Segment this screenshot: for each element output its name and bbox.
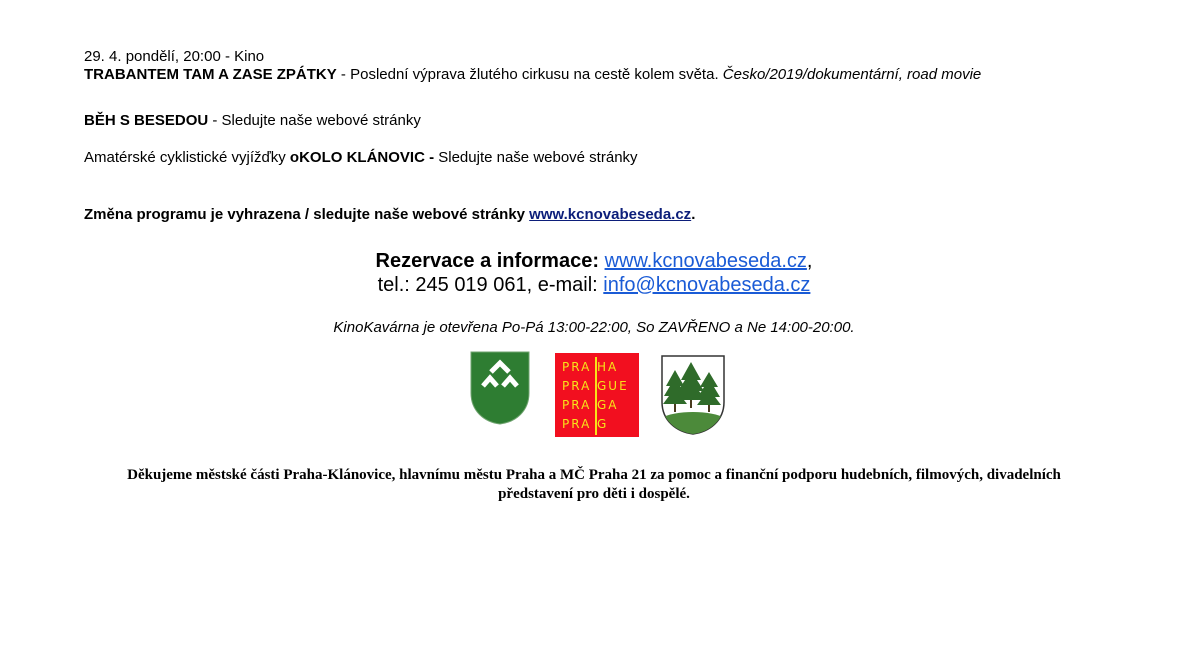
event-meta: Česko/2019/dokumentární, road movie [722,66,982,83]
cafe-hours: KinoKavárna je otevřena Po-Pá 13:00-22:00, So ZAVŘENO a Ne 14:00-20:00. [333,319,855,336]
contact-phone: tel.: 245 019 061, e-mail: [377,274,604,296]
cycling-prefix: Amatérské cyklistické vyjížďky [84,149,290,166]
praha-logo-left: PRA [562,360,592,374]
run-title: BĚH S BESEDOU [84,112,209,129]
praha-logo-right: G [597,417,609,431]
klanovice-shield-logo [470,351,530,425]
thanks-line-2: představení pro děti i dospělé. [498,486,690,502]
event-title: TRABANTEM TAM A ZASE ZPÁTKY [84,66,337,83]
cycling-line [84,149,638,167]
event-date-line: 29. 4. pondělí, 20:00 - Kino [84,48,265,65]
cycling-text: Sledujte naše webové stránky [434,149,638,166]
program-notice [84,206,695,224]
run-text: - Sledujte naše webové stránky [208,112,421,129]
praha-logo-left: PRA [562,398,592,412]
praha-logo [555,353,639,437]
reservation-website-link[interactable]: www.kcnovabeseda.cz [604,250,807,272]
notice-website-link[interactable]: www.kcnovabeseda.cz [529,206,692,223]
praha-logo-left: PRA [562,379,592,393]
praha-logo-right: GA [597,398,619,412]
reservation-line [0,249,1188,273]
notice-end: . [691,206,696,223]
praha-logo-right: GUE [597,379,629,393]
praha-logo-divider [595,357,597,435]
reservation-comma: , [806,250,813,272]
thanks-line-1: Děkujeme městské části Praha-Klánovice, hlavnímu městu Praha a MČ Praha 21 za pomoc a finanční podporu hudebních, filmových, divadelních [127,467,1061,483]
praha-logo-right: HA [597,360,619,374]
run-line [84,112,421,130]
notice-text: Změna programu je vyhrazena / sledujte naše webové stránky [84,206,530,223]
cycling-title: oKOLO KLÁNOVIC - [289,149,435,166]
praha-logo-left: PRA [562,417,592,431]
event-line [84,66,981,84]
praha21-shield-logo [660,354,726,436]
event-description: - Poslední výprava žlutého cirkusu na cestě kolem světa. [336,66,723,83]
contact-line [0,273,1188,297]
reservation-label: Rezervace a informace: [375,250,605,272]
email-link[interactable]: info@kcnovabeseda.cz [603,274,811,296]
